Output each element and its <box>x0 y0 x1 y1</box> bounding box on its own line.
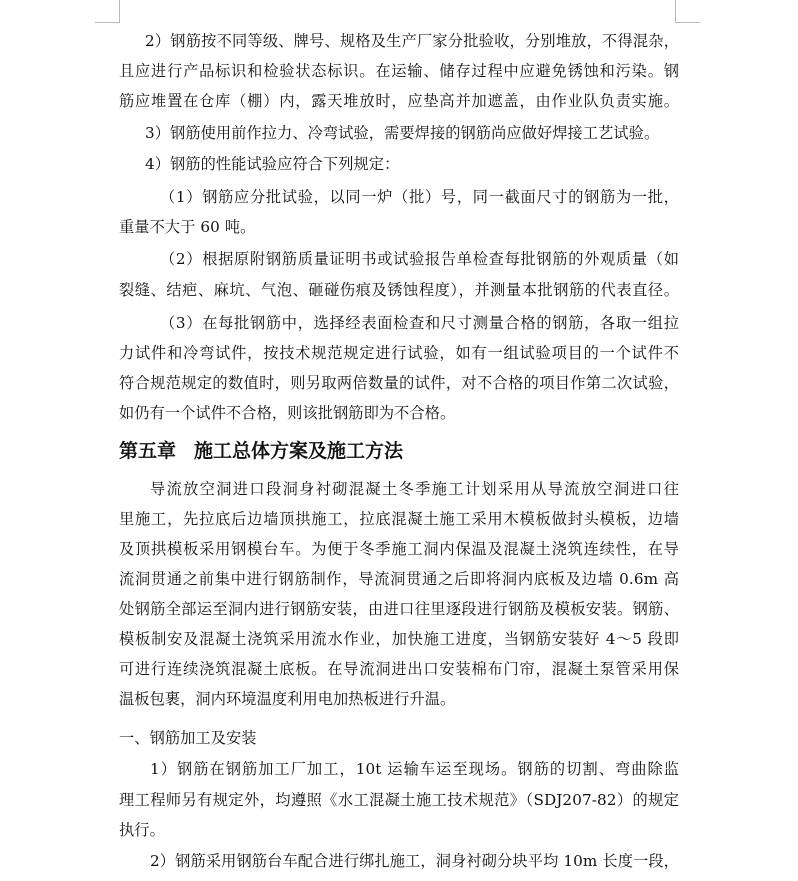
margin-corner-mark-right <box>675 0 700 23</box>
text-line: （2）根据原附钢筋质量证明书或试验报告单检查每批钢筋的外观质量（如 <box>160 250 679 268</box>
text-line: 裂缝、结疤、麻坑、气泡、砸碰伤痕及锈蚀程度），并测量本批钢筋的代表直径。 <box>119 281 679 299</box>
text-line: （1）钢筋应分批试验，以同一炉（批）号，同一截面尺寸的钢筋为一批， <box>160 188 679 206</box>
text-line: （3）在每批钢筋中，选择经表面检查和尺寸测量合格的钢筋，各取一组拉 <box>160 314 679 332</box>
text-line: 重量不大于 60 吨。 <box>119 218 256 236</box>
text-line: 温板包裹，洞内环境温度利用电加热板进行升温。 <box>119 690 456 708</box>
text-line: 3）钢筋使用前作拉力、冷弯试验，需要焊接的钢筋尚应做好焊接工艺试验。 <box>145 124 660 142</box>
text-line: 力试件和冷弯试件，按技术规范规定进行试验，如有一组试验项目的一个试件不 <box>119 344 679 362</box>
margin-corner-mark-left <box>95 0 120 23</box>
text-line: 如仍有一个试件不合格，则该批钢筋即为不合格。 <box>119 404 456 422</box>
chapter-heading <box>119 436 403 466</box>
text-line: 1）钢筋在钢筋加工厂加工，10t 运输车运至现场。钢筋的切割、弯曲除监 <box>150 760 679 778</box>
text-line: 可进行连续浇筑混凝土底板。在导流洞进出口安装棉布门帘，混凝土泵管采用保 <box>119 660 679 678</box>
text-line: 符合规范规定的数值时，则另取两倍数量的试件，对不合格的项目作第二次试验， <box>119 374 679 392</box>
text-line: 处钢筋全部运至洞内进行钢筋安装，由进口往里逐段进行钢筋及模板安装。钢筋、 <box>119 600 679 618</box>
text-line: 导流放空洞进口段洞身衬砌混凝土冬季施工计划采用从导流放空洞进口往 <box>150 480 679 498</box>
text-line: 2）钢筋按不同等级、牌号、规格及生产厂家分批验收，分别堆放，不得混杂， <box>145 32 679 50</box>
text-line: 里施工，先拉底后边墙顶拱施工，拉底混凝土施工采用木模板做封头模板，边墙 <box>119 510 679 528</box>
chapter-title: 施工总体方案及施工方法 <box>194 440 404 462</box>
text-line: 2）钢筋采用钢筋台车配合进行绑扎施工，洞身衬砌分块平均 10m 长度一段， <box>150 852 679 870</box>
section-heading: 一、钢筋加工及安装 <box>119 729 257 747</box>
text-line: 及顶拱模板采用钢模台车。为便于冬季施工洞内保温及混凝土浇筑连续性，在导 <box>119 540 679 558</box>
text-line: 理工程师另有规定外，均遵照《水工混凝土施工技术规范》（SDJ207-82）的规定 <box>119 791 679 809</box>
text-line: 且应进行产品标识和检验状态标识。在运输、储存过程中应避免锈蚀和污染。钢 <box>119 62 679 80</box>
chapter-number: 第五章 <box>119 440 177 462</box>
text-line: 筋应堆置在仓库（棚）内，露天堆放时，应垫高并加遮盖，由作业队负责实施。 <box>119 92 679 110</box>
text-line: 流洞贯通之前集中进行钢筋制作，导流洞贯通之后即将洞内底板及边墙 0.6m 高 <box>119 570 679 588</box>
text-line: 模板制安及混凝土浇筑采用流水作业，加快施工进度，当钢筋安装好 4～5 段即 <box>119 630 679 648</box>
text-line: 执行。 <box>119 821 165 839</box>
text-line: 4）钢筋的性能试验应符合下列规定： <box>145 155 400 173</box>
